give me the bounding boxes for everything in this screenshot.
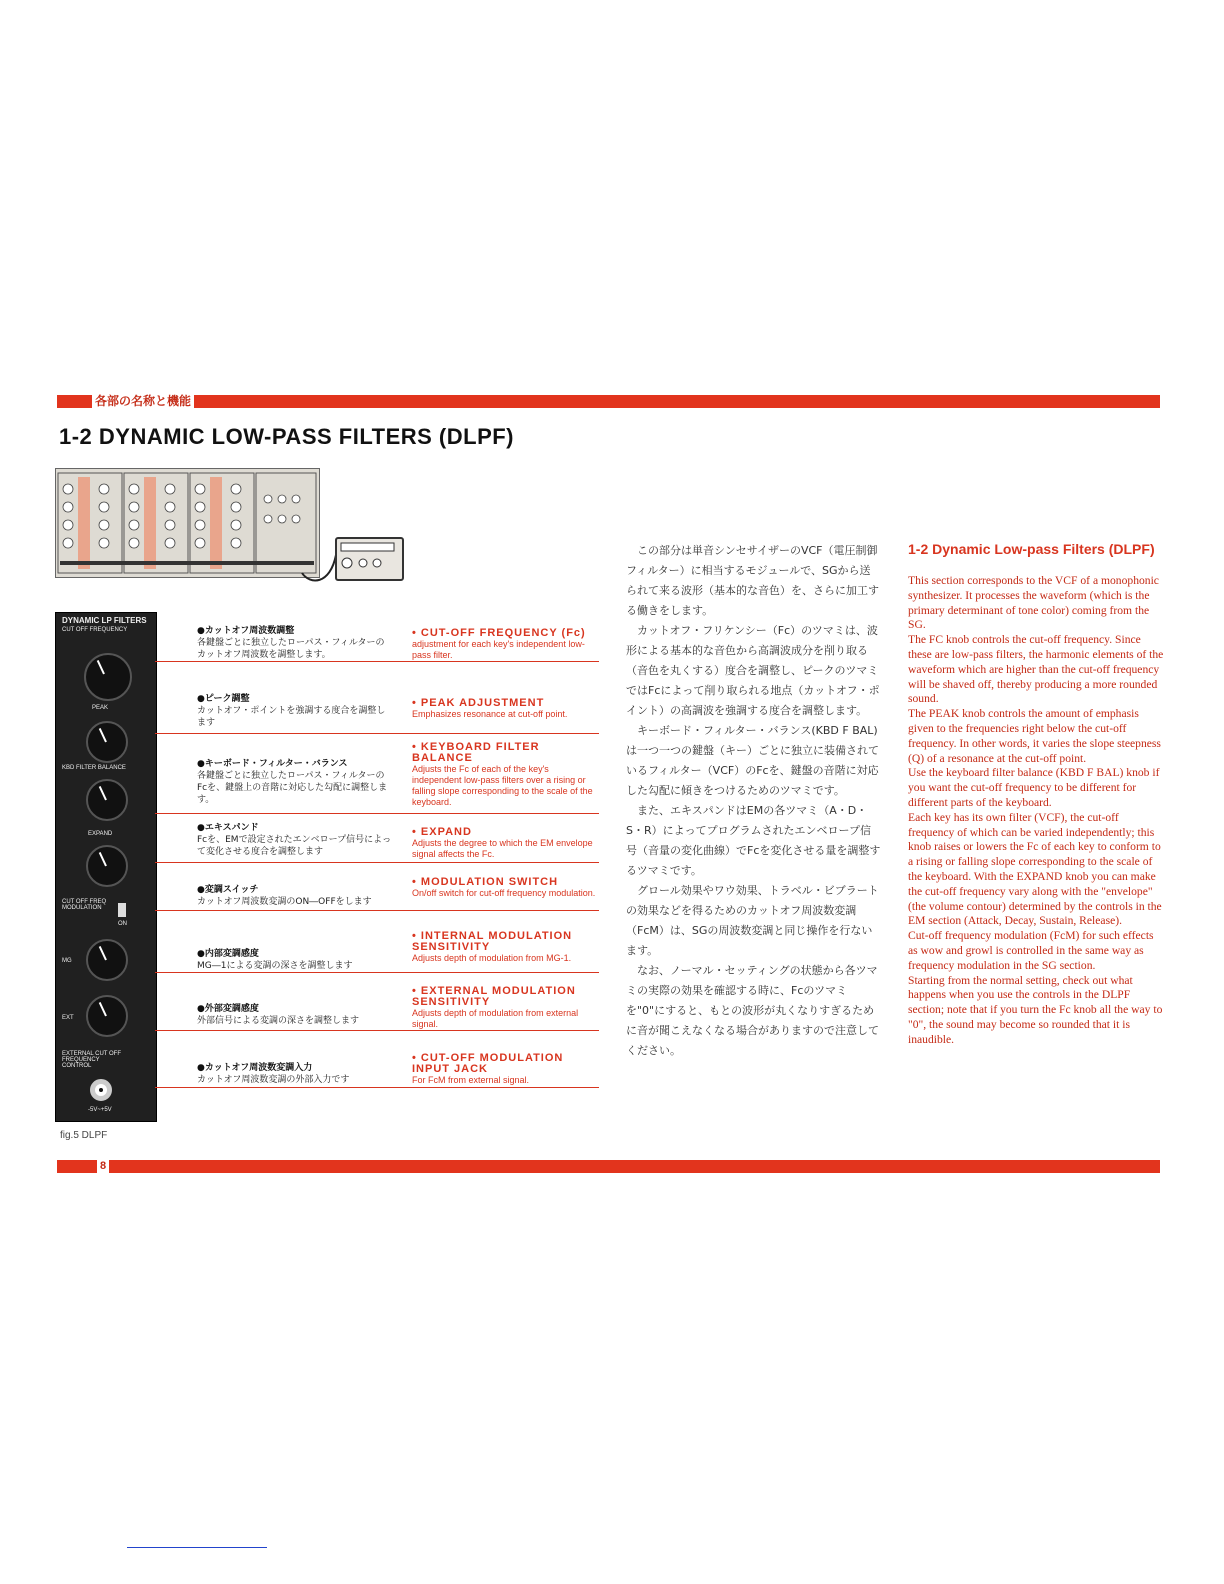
en-paragraph: Use the keyboard filter balance (KBD F BAL) knob if you want the cut-off frequency to be different for different parts of the keyboard.: [908, 766, 1160, 809]
panel-label-modulation: CUT OFF FREQ MODULATION: [62, 899, 107, 911]
japanese-body: [626, 541, 881, 1061]
en-paragraph: This section corresponds to the VCF of a monophonic synthesizer. It processes the waveform (which is the primary determinant of tone color) coming from the SG.: [908, 574, 1159, 632]
figure-caption: fig.5 DLPF: [60, 1130, 108, 1141]
row-divider: [155, 813, 599, 814]
en-desc: adjustment for each key's independent low-pass filter.: [412, 639, 585, 660]
en-title: • EXTERNAL MODULATION SENSITIVITY: [412, 985, 576, 1008]
control-en-internal: [412, 931, 598, 964]
panel-label-kbd: KBD FILTER BALANCE: [62, 765, 126, 771]
control-jp-kbd: [197, 758, 392, 806]
en-desc: Adjusts the degree to which the EM envelope signal affects the Fc.: [412, 838, 593, 859]
en-title: • CUT-OFF FREQUENCY (Fc): [412, 627, 586, 639]
jp-title: ●カットオフ周波数変調入力: [197, 1063, 313, 1073]
page-title: 1-2 DYNAMIC LOW-PASS FILTERS (DLPF): [59, 424, 515, 449]
external-unit: [335, 537, 404, 581]
external-mod-knob[interactable]: [86, 995, 128, 1037]
panel-label-peak: PEAK: [92, 705, 109, 711]
jp-paragraph: なお、ノーマル・セッティングの状態から各ツマミの実際の効果を確認する時に、Fcのツマミを"0"にすると、もとの波形が丸くなりすぎるために音が聞こえなくなる場合がありますので注意してください。: [626, 964, 879, 1057]
control-en-jack: [412, 1053, 598, 1086]
control-en-kbd: [412, 742, 598, 808]
en-paragraph: Cut-off frequency modulation (FcM) for such effects as wow and growl is controlled in the same way as frequency modulation in the SG section.: [908, 929, 1154, 972]
synthesizer-illustration: [56, 469, 319, 577]
synthesizer-photo: [55, 468, 320, 578]
row-divider: [155, 972, 599, 973]
english-body: [908, 574, 1164, 1048]
panel-label-on: ON: [118, 921, 127, 927]
control-en-peak: [412, 698, 598, 720]
jp-title: ●ピーク調整: [197, 694, 250, 704]
control-en-cutoff: [412, 628, 598, 661]
jp-paragraph: キーボード・フィルター・バランス(KBD F BAL)は一つ一つの鍵盤（キー）ごとに独立に装備されているフィルター（VCF）のFcを、鍵盤の音階に対応した勾配に傾きをつけるためのツマミです。: [626, 724, 879, 797]
header-rule: [57, 395, 1160, 408]
panel-label-range: -5V~+5V: [88, 1107, 112, 1113]
panel-label-expand: EXPAND: [88, 831, 113, 837]
control-jp-expand: [197, 822, 392, 858]
english-heading: 1-2 Dynamic Low-pass Filters (DLPF): [908, 541, 1155, 557]
control-jp-jack: [197, 1062, 392, 1086]
jp-desc: カットオフ・ポイントを強調する度合を調整します: [197, 706, 386, 728]
row-divider: [155, 733, 599, 734]
external-unit-illustration: [337, 539, 398, 575]
control-en-external: [412, 986, 598, 1030]
mod-input-jack[interactable]: [90, 1079, 112, 1101]
panel-label-ext-control: EXTERNAL CUT OFF FREQUENCY CONTROL: [62, 1051, 122, 1069]
en-desc: Adjusts depth of modulation from external signal.: [412, 1008, 579, 1029]
panel-title: DYNAMIC LP FILTERS: [62, 616, 147, 625]
jp-title: ●変調スイッチ: [197, 885, 259, 895]
expand-knob[interactable]: [86, 845, 128, 887]
control-en-expand: [412, 827, 598, 860]
en-title: • KEYBOARD FILTER BALANCE: [412, 741, 540, 764]
underline-link[interactable]: [127, 1547, 267, 1548]
row-divider: [155, 1030, 599, 1031]
modulation-switch[interactable]: [118, 903, 126, 917]
control-jp-peak: [197, 693, 392, 729]
page-number: 8: [97, 1158, 109, 1174]
en-paragraph: The FC knob controls the cut-off frequency. Since these are low-pass filters, the harmonic elements of the waveform which are higher than the cut-off frequency will be shaved off, thereby producing a more rounded sound.: [908, 633, 1164, 706]
jp-paragraph: カットオフ・フリケンシー（Fc）のツマミは、波形による基本的な音色から高調波成分を削り取る（音色を丸くする）度合を調整し、ピークのツマミではFcによって削り取られる地点（カットオフ・ポイント）の高調波を強調する度合を調整します。: [626, 624, 880, 717]
en-title: • EXPAND: [412, 826, 472, 838]
row-divider: [155, 862, 599, 863]
jp-title: ●エキスパンド: [197, 823, 259, 833]
row-divider: [155, 661, 599, 662]
control-jp-external: [197, 1003, 392, 1027]
internal-mod-knob[interactable]: [86, 939, 128, 981]
footer-rule: [57, 1160, 1160, 1173]
jp-paragraph: この部分は単音シンセサイザーのVCF（電圧制御フィルター）に相当するモジュールで、SGから送られて来る波形（基本的な音色）を、さらに加工する働きをします。: [626, 544, 879, 617]
en-title: • CUT-OFF MODULATION INPUT JACK: [412, 1052, 564, 1075]
en-desc: Adjusts depth of modulation from MG-1.: [412, 953, 572, 963]
jp-desc: MG―1による変調の深さを調整します: [197, 961, 353, 971]
en-paragraph: The PEAK knob controls the amount of emphasis given to the frequencies right below the cut-off frequency. In other words, it varies the slope steepness (Q) of a resonance at the cut-off point.: [908, 707, 1161, 765]
control-en-modswitch: [412, 877, 598, 899]
section-label: 各部の名称と機能: [92, 392, 194, 410]
en-paragraph: Each key has its own filter (VCF), the cut-off frequency of which can be varied independently; this knob raises or lowers the Fc of each key to conform to a rising or falling slope corresponding to the scale of the keyboard. With the EXPAND knob you can make the cut-off frequency vary along with the "envelope" (the volume contour) determined by the controls in the EM section (Attack, Decay, Sustain, Release).: [908, 810, 1162, 928]
en-title: • MODULATION SWITCH: [412, 876, 559, 888]
jp-desc: カットオフ周波数変調のON―OFFをします: [197, 897, 372, 907]
en-desc: Adjusts the Fc of each of the key's independent low-pass filters over a rising or falling slope corresponding to the scale of the keyboard.: [412, 764, 593, 807]
en-title: • PEAK ADJUSTMENT: [412, 697, 545, 709]
control-jp-cutoff: [197, 625, 392, 661]
panel-label-mg: MG: [62, 958, 72, 964]
row-divider: [155, 1087, 599, 1088]
jp-desc: 外部信号による変調の深さを調整します: [197, 1016, 360, 1026]
jp-paragraph: また、エキスパンドはEMの各ツマミ（A・D・S・R）によってプログラムされたエンベロープ信号（音量の変化曲線）でFcを変化させる量を調整するツマミです。: [626, 804, 881, 877]
panel-label-cutoff: CUT OFF FREQUENCY: [62, 627, 128, 633]
jp-desc: カットオフ周波数変調の外部入力です: [197, 1075, 350, 1085]
jp-paragraph: グロール効果やワウ効果、トラベル・ビブラートの効果などを得るためのカットオフ周波数変調（FcM）は、SGの周波数変調と同じ操作を行ないます。: [626, 884, 879, 957]
jp-desc: Fcを、EMで設定されたエンベロープ信号によって変化させる度合を調整します: [197, 835, 392, 857]
jp-desc: 各鍵盤ごとに独立したローパス・フィルターのカットオフ周波数を調整します。: [197, 638, 385, 660]
en-title: • INTERNAL MODULATION SENSITIVITY: [412, 930, 573, 953]
en-desc: On/off switch for cut-off frequency modulation.: [412, 888, 596, 898]
jp-title: ●キーボード・フィルター・バランス: [197, 759, 348, 769]
jp-title: ●外部変調感度: [197, 1004, 259, 1014]
kbd-filter-balance-knob[interactable]: [86, 779, 128, 821]
en-desc: Emphasizes resonance at cut-off point.: [412, 709, 568, 719]
control-jp-modswitch: [197, 884, 392, 908]
dlpf-panel: [55, 612, 157, 1122]
peak-knob[interactable]: [86, 721, 128, 763]
panel-label-ext: EXT: [62, 1015, 74, 1021]
cutoff-knob[interactable]: [84, 653, 132, 701]
jp-title: ●内部変調感度: [197, 949, 259, 959]
patch-cable: [300, 545, 340, 585]
control-jp-internal: [197, 948, 392, 972]
jp-desc: 各鍵盤ごとに独立したローパス・フィルターのFcを、鍵盤上の音階に対応した勾配に調整します。: [197, 771, 388, 805]
row-divider: [155, 910, 599, 911]
en-paragraph: Starting from the normal setting, check out what happens when you use the controls in the DLPF section; note that if you turn the Fc knob all the way to "0", the sound may become so rounded that it is inaudible.: [908, 973, 1163, 1046]
en-desc: For FcM from external signal.: [412, 1075, 530, 1085]
jp-title: ●カットオフ周波数調整: [197, 626, 295, 636]
